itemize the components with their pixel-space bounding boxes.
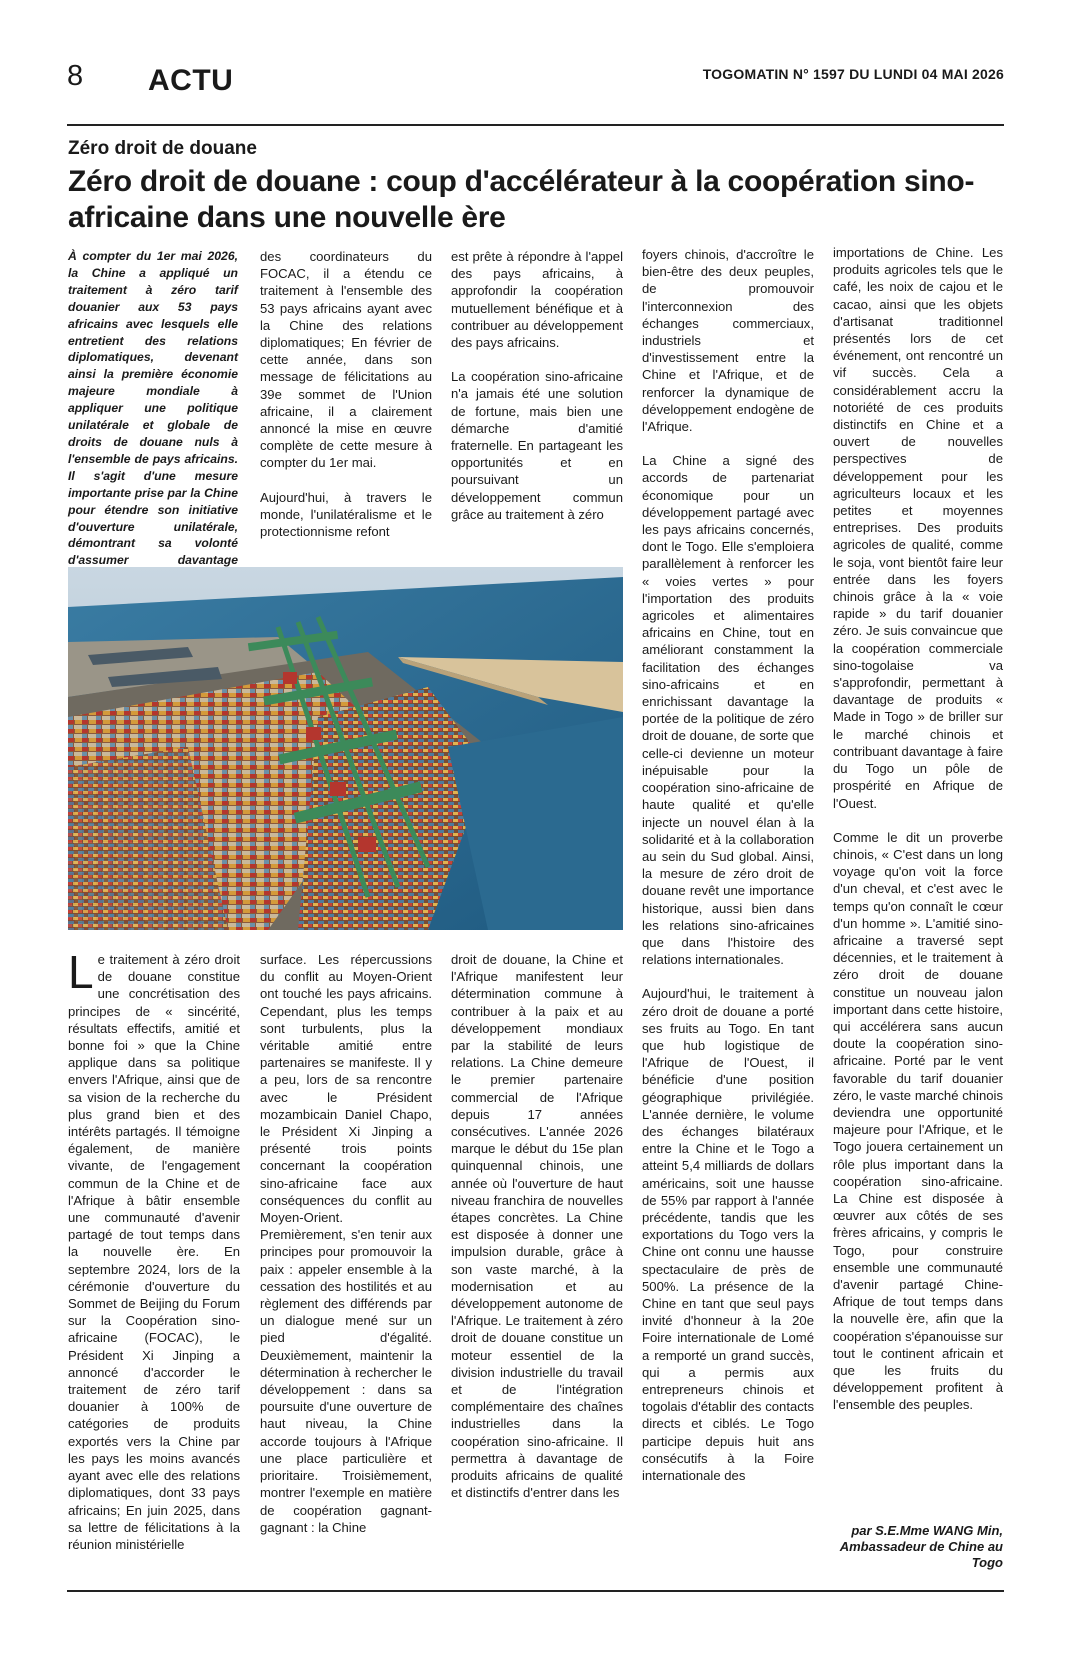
signature-line: par S.E.Mme WANG Min,: [851, 1523, 1003, 1538]
paragraph: Aujourd'hui, à travers le monde, l'unilatéralisme et le protectionnisme refont: [260, 489, 432, 540]
column-5: [833, 244, 1003, 1522]
paragraph: La Chine a signé des accords de partenariat économique pour un développement partagé avec les pays africains concernés, dont le Togo. Elle s'emploiera parallèlement à renforcer les « voies vertes » pour l'importation des produits agricoles et alimentaires africains en Chine, tout en améliorant constamment la facilitation des échanges sino-africains et en enrichissant davantage la portée de la politique de zéro droit de douane, de sorte que celle-ci devienne un moteur inépuisable pour la coopération sino-africaine de haute qualité et qu'elle injecte un nouvel élan à la solidarité et à la collaboration au sein du Sud global. Ainsi, la mesure de zéro droit de douane revêt une importance historique, aussi bien dans les relations sino-africaines que dans l'histoire des relations internationales.: [642, 453, 814, 968]
paragraph: Aujourd'hui, le traitement à zéro droit de douane a porté ses fruits au Togo. En tant que hub logistique de l'Afrique de l'Ouest, il bénéficie d'une position géographique privilégiée. L'année dernière, le volume des échanges bilatéraux entre la Chine et le Togo a atteint 5,4 milliards de dollars américains, soit une hausse de 55% par rapport à l'année précédente, tandis que les exportations du Togo vers la Chine ont connu une hausse spectaculaire de près de 500%. La présence de la Chine en tant que seul pays invité d'honneur à la 20e Foire internationale de Lomé a remporté un grand succès, qui a permis aux entrepreneurs chinois et togolais d'établir des contacts directs et ciblés. Le Togo participe depuis huit ans consécutifs à la Foire internationale des: [642, 986, 814, 1484]
signature-line: Ambassadeur de Chine au: [839, 1539, 1003, 1554]
paragraph: foyers chinois, d'accroître le bien-être des deux peuples, de promouvoir l'interconnexion des échanges commerciaux, industriels et d'investissement entre la Chine et l'Afrique, et de renforcer la dynamique de développement endogène de l'Afrique.: [642, 247, 814, 435]
paragraph: surface. Les répercussions du conflit au Moyen-Orient ont touché les pays africains. Cependant, plus les temps sont turbulents, plus la véritable amitié entre partenaires se manifeste. Il y a peu, lors de sa rencontre avec le Président mozambicain Daniel Chapo, le Président Xi Jinping a présenté trois points concernant la coopération sino-africaine face aux conséquences du conflit au Moyen-Orient. Premièrement, s'en tenir aux principes pour promouvoir la paix : appeler ensemble à la cessation des hostilités et au règlement des différends par un dialogue mené sur un pied d'égalité. Deuxièmement, maintenir la détermination à rechercher le développement : dans sa poursuite d'une ouverture de haut niveau, la Chine accorde toujours à l'Afrique une place particulière et prioritaire. Troisièmement, montrer l'exemple en matière de coopération gagnant-gagnant : la Chine: [260, 952, 432, 1535]
column-2-bottom: [260, 951, 432, 1568]
article-lead: À compter du 1er mai 2026, la Chine a appliqué un traitement à zéro tarif douanier aux 53 pays africains avec lesquels elle entretient des relations diplomatiques, devenant ainsi la première économie majeure mondiale à appliquer une politique unilatérale et globale de droits de douane nuls à l'ensemble de pays africains. Il s'agit d'une mesure importante prise par la Chine pour étendre son initiative d'ouverture unilatérale, démontrant sa volonté d'assumer davantage: [68, 249, 238, 568]
dropcap: L: [68, 946, 94, 998]
column-2-top: [260, 248, 432, 540]
article-kicker: Zéro droit de douane: [68, 138, 257, 159]
paragraph: [68, 946, 240, 1553]
paragraph: Comme le dit un proverbe chinois, « C'est dans un long voyage qu'on voit la force d'un cheval, et c'est avec le temps qu'on connaît le cœur d'un homme ». L'amitié sino-africaine a traversé sept décennies, et le traitement à zéro droit de douane constitue un nouveau jalon important dans cette histoire, qui accélérera sans aucun doute la coopération sino-africaine. Porté par le vent favorable du tarif douanier zéro, le vaste marché chinois deviendra une opportunité majeure pour l'Afrique, et le Togo jouera certainement un rôle plus important dans la coopération sino-africaine. La Chine est disposée à œuvrer aux côtés de ses frères africains, y compris le Togo, pour construire ensemble une communauté d'avenir partagé Chine-Afrique de tout temps dans la nouvelle ère, afin que la coopération s'épanouisse sur tout le continent africain et que les fruits du développement profitent à l'ensemble des peuples.: [833, 829, 1003, 1413]
paragraph: droit de douane, la Chine et l'Afrique manifestent leur détermination commune à contribuer à la paix et au développement mondiaux par la stabilité de leurs relations. La Chine demeure le premier partenaire commercial de l'Afrique depuis 17 années consécutives. L'année 2026 marque le début du 15e plan quinquennal chinois, une année où l'ouverture de haut niveau franchira de nouvelles étapes concrètes. La Chine est disposée à donner une impulsion durable, grâce à son vaste marché, à la modernisation et au développement autonome de l'Afrique. Le traitement à zéro droit de douane constitue un moteur essentiel de la division industrielle du travail et de l'intégration complémentaire des chaînes industrielles dans la coopération sino-africaine. Il permettra à davantage de produits africains de qualité et distinctifs d'entrer dans les: [451, 952, 623, 1501]
page-number: 8: [67, 60, 84, 92]
paragraph-text: e traitement à zéro droit de douane constitue une concrétisation des principes de « sincérité, résultats effectifs, amitié et bonne foi » que la Chine applique dans sa politique envers l'Afrique, ainsi que de sa vision de la recherche du plus grand bien et des intérêts partagés. Il témoigne également, de manière vivante, de l'engagement commun de la Chine et de l'Afrique à bâtir ensemble une communauté d'avenir partagé de tout temps dans la nouvelle ère. En septembre 2024, lors de la cérémonie d'ouverture du Sommet de Beijing du Forum sur la Coopération sino-africaine (FOCAC), le Président Xi Jinping a annoncé d'accorder le traitement de zéro tarif douanier à 100% de catégories de produits exportés vers la Chine par les pays les moins avancés ayant avec elle des relations diplomatiques, dont 33 pays africains; En juin 2025, dans sa lettre de félicitations à la réunion ministérielle: [68, 952, 240, 1552]
column-1-bottom: [68, 946, 240, 1568]
header-divider: [67, 124, 1004, 126]
port-photo-illustration: [68, 567, 623, 930]
paragraph: des coordinateurs du FOCAC, il a étendu ce traitement à l'ensemble des 53 pays africains ayant avec la Chine des relations diplomatiques; En février de cette année, dans son message de félicitations au 39e sommet de l'Union africaine, il a clairement annoncé la mise en œuvre complète de cette mesure à compter du 1er mai.: [260, 249, 432, 471]
footer-divider: [67, 1590, 1004, 1592]
column-3-bottom: [451, 951, 623, 1568]
article-headline: Zéro droit de douane : coup d'accélérateur à la coopération sino-africaine dans une nouvelle ère: [68, 165, 975, 234]
column-3-top: [451, 248, 623, 548]
signature-line: Togo: [971, 1555, 1003, 1570]
paragraph: est prête à répondre à l'appel des pays africains, à approfondir la coopération mutuellement bénéfique et à contribuer au développement des pays africains.: [451, 249, 623, 351]
paragraph: La coopération sino-africaine n'a jamais été une solution de fortune, mais bien une démarche d'amitié fraternelle. En partageant les opportunités et en poursuivant un développement commun grâce au traitement à zéro: [451, 369, 623, 522]
article-signature: [833, 1523, 1003, 1571]
issue-info: TOGOMATIN N° 1597 DU LUNDI 04 MAI 2026: [702, 66, 1004, 82]
section-label: ACTU: [148, 64, 234, 97]
port-photo: [68, 567, 623, 930]
paragraph: importations de Chine. Les produits agricoles tels que le café, les noix de cajou et le cacao, ainsi que les objets d'artisanat traditionnel présentés lors de cet événement, ont rencontré un vif succès. Cela a considérablement accru la notoriété de ces produits distinctifs en Chine et a ouvert de nouvelles perspectives de développement pour les agriculteurs locaux et les petites et moyennes entreprises. Des produits agricoles de qualité, comme le soja, vont bientôt faire leur entrée dans les foyers chinois grâce à la « voie rapide » du tarif douanier zéro. Je suis convaincue que la coopération commerciale sino-togolaise va s'approfondir, permettant à davantage de produits « Made in Togo » de briller sur le marché chinois et contribuant davantage à faire du Togo un pôle de prospérité en Afrique de l'Ouest.: [833, 245, 1003, 811]
column-4: [642, 246, 814, 1566]
